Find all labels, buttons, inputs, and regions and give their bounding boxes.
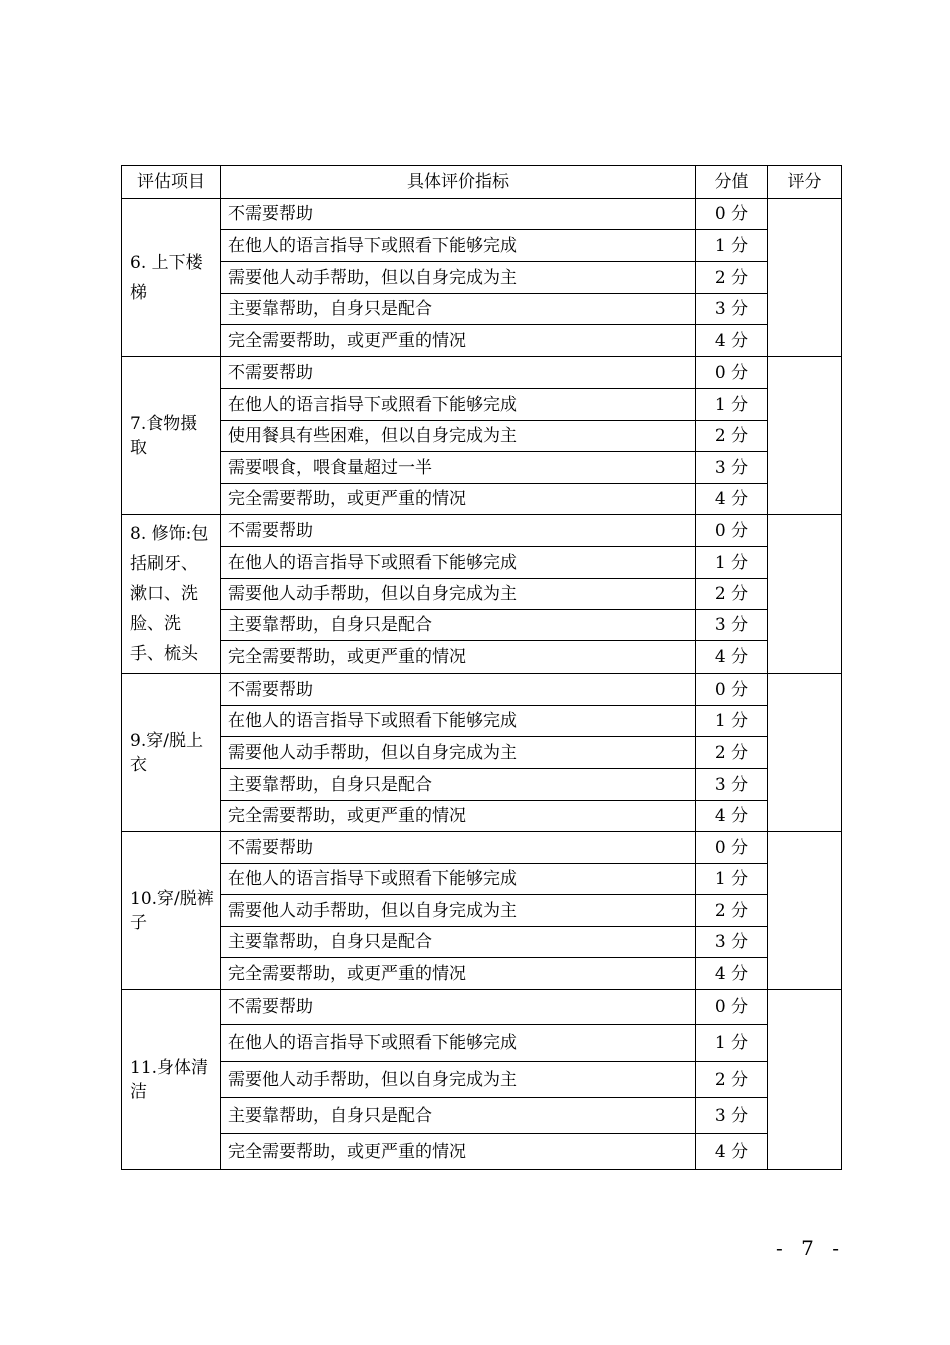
points-cell: 4 分 — [696, 1134, 768, 1170]
table-row — [122, 515, 842, 547]
points-cell: 3 分 — [696, 927, 768, 958]
criteria-cell: 主要靠帮助，自身只是配合 — [221, 294, 696, 325]
criteria-cell: 在他人的语言指导下或照看下能够完成 — [221, 864, 696, 895]
criteria-cell: 不需要帮助 — [221, 199, 696, 230]
points-cell: 2 分 — [696, 737, 768, 769]
assessment-item-label: 10.穿/脱裤子 — [122, 832, 221, 990]
points-cell: 3 分 — [696, 452, 768, 484]
score-entry-cell[interactable] — [768, 674, 842, 832]
points-cell: 0 分 — [696, 357, 768, 389]
criteria-cell: 不需要帮助 — [221, 832, 696, 864]
table-row — [122, 389, 842, 421]
criteria-cell: 需要他人动手帮助，但以自身完成为主 — [221, 579, 696, 610]
table-row — [122, 421, 842, 452]
points-cell: 2 分 — [696, 579, 768, 610]
points-cell: 4 分 — [696, 958, 768, 990]
criteria-cell: 不需要帮助 — [221, 990, 696, 1025]
table-row — [122, 674, 842, 706]
table-row — [122, 579, 842, 610]
criteria-cell: 不需要帮助 — [221, 515, 696, 547]
points-cell: 2 分 — [696, 421, 768, 452]
points-cell: 4 分 — [696, 801, 768, 832]
criteria-cell: 需要他人动手帮助，但以自身完成为主 — [221, 737, 696, 769]
points-cell: 3 分 — [696, 294, 768, 325]
points-cell: 3 分 — [696, 1098, 768, 1134]
table-row — [122, 864, 842, 895]
points-cell: 1 分 — [696, 389, 768, 421]
points-cell: 2 分 — [696, 262, 768, 294]
table-row — [122, 641, 842, 674]
points-cell: 1 分 — [696, 1025, 768, 1062]
assessment-item-label: 8. 修饰:包括刷牙、漱口、洗脸、洗手、梳头 — [122, 515, 221, 674]
table-body — [122, 199, 842, 1170]
criteria-cell: 在他人的语言指导下或照看下能够完成 — [221, 706, 696, 737]
table-row — [122, 769, 842, 801]
header-score: 评分 — [768, 166, 842, 199]
criteria-cell: 需要他人动手帮助，但以自身完成为主 — [221, 1062, 696, 1098]
table-row — [122, 1098, 842, 1134]
criteria-cell: 完全需要帮助，或更严重的情况 — [221, 641, 696, 674]
points-cell: 0 分 — [696, 674, 768, 706]
score-entry-cell[interactable] — [768, 357, 842, 515]
points-cell: 4 分 — [696, 325, 768, 357]
table-row — [122, 737, 842, 769]
criteria-cell: 在他人的语言指导下或照看下能够完成 — [221, 547, 696, 579]
table-row — [122, 895, 842, 927]
header-criteria: 具体评价指标 — [221, 166, 696, 199]
table-row — [122, 452, 842, 484]
points-cell: 4 分 — [696, 484, 768, 515]
points-cell: 3 分 — [696, 769, 768, 801]
table-row — [122, 832, 842, 864]
assessment-item-label: 9.穿/脱上衣 — [122, 674, 221, 832]
criteria-cell: 完全需要帮助，或更严重的情况 — [221, 325, 696, 357]
criteria-cell: 在他人的语言指导下或照看下能够完成 — [221, 389, 696, 421]
criteria-cell: 完全需要帮助，或更严重的情况 — [221, 1134, 696, 1170]
page-number: - 7 - — [776, 1236, 845, 1260]
assessment-item-label: 11.身体清洁 — [122, 990, 221, 1170]
criteria-cell: 完全需要帮助，或更严重的情况 — [221, 958, 696, 990]
score-entry-cell[interactable] — [768, 832, 842, 990]
points-cell: 3 分 — [696, 610, 768, 641]
points-cell: 4 分 — [696, 641, 768, 674]
points-cell: 2 分 — [696, 895, 768, 927]
criteria-cell: 不需要帮助 — [221, 357, 696, 389]
points-cell: 0 分 — [696, 515, 768, 547]
criteria-cell: 需要喂食，喂食量超过一半 — [221, 452, 696, 484]
table-row — [122, 801, 842, 832]
table-row — [122, 262, 842, 294]
table-row — [122, 1025, 842, 1062]
points-cell: 1 分 — [696, 547, 768, 579]
table-row — [122, 357, 842, 389]
criteria-cell: 主要靠帮助，自身只是配合 — [221, 1098, 696, 1134]
criteria-cell: 需要他人动手帮助，但以自身完成为主 — [221, 895, 696, 927]
criteria-cell: 完全需要帮助，或更严重的情况 — [221, 801, 696, 832]
criteria-cell: 主要靠帮助，自身只是配合 — [221, 610, 696, 641]
header-points: 分值 — [696, 166, 768, 199]
table-row — [122, 610, 842, 641]
criteria-cell: 主要靠帮助，自身只是配合 — [221, 769, 696, 801]
table-row — [122, 990, 842, 1025]
table-row — [122, 199, 842, 230]
assessment-table — [121, 165, 842, 1170]
header-item: 评估项目 — [122, 166, 221, 199]
points-cell: 0 分 — [696, 990, 768, 1025]
criteria-cell: 主要靠帮助，自身只是配合 — [221, 927, 696, 958]
table-row — [122, 294, 842, 325]
table-row — [122, 484, 842, 515]
points-cell: 2 分 — [696, 1062, 768, 1098]
points-cell: 1 分 — [696, 230, 768, 262]
table-row — [122, 706, 842, 737]
table-header-row — [122, 166, 842, 199]
table-row — [122, 230, 842, 262]
table-row — [122, 547, 842, 579]
table-row — [122, 958, 842, 990]
points-cell: 1 分 — [696, 706, 768, 737]
criteria-cell: 不需要帮助 — [221, 674, 696, 706]
assessment-item-label: 7.食物摄取 — [122, 357, 221, 515]
criteria-cell: 完全需要帮助，或更严重的情况 — [221, 484, 696, 515]
criteria-cell: 使用餐具有些困难，但以自身完成为主 — [221, 421, 696, 452]
table-row — [122, 1134, 842, 1170]
table-row — [122, 325, 842, 357]
criteria-cell: 在他人的语言指导下或照看下能够完成 — [221, 230, 696, 262]
criteria-cell: 在他人的语言指导下或照看下能够完成 — [221, 1025, 696, 1062]
score-entry-cell[interactable] — [768, 990, 842, 1170]
assessment-item-label: 6. 上下楼梯 — [122, 199, 221, 357]
points-cell: 0 分 — [696, 832, 768, 864]
table-row — [122, 1062, 842, 1098]
table-row — [122, 927, 842, 958]
criteria-cell: 需要他人动手帮助，但以自身完成为主 — [221, 262, 696, 294]
points-cell: 1 分 — [696, 864, 768, 895]
score-entry-cell[interactable] — [768, 515, 842, 674]
score-entry-cell[interactable] — [768, 199, 842, 357]
points-cell: 0 分 — [696, 199, 768, 230]
